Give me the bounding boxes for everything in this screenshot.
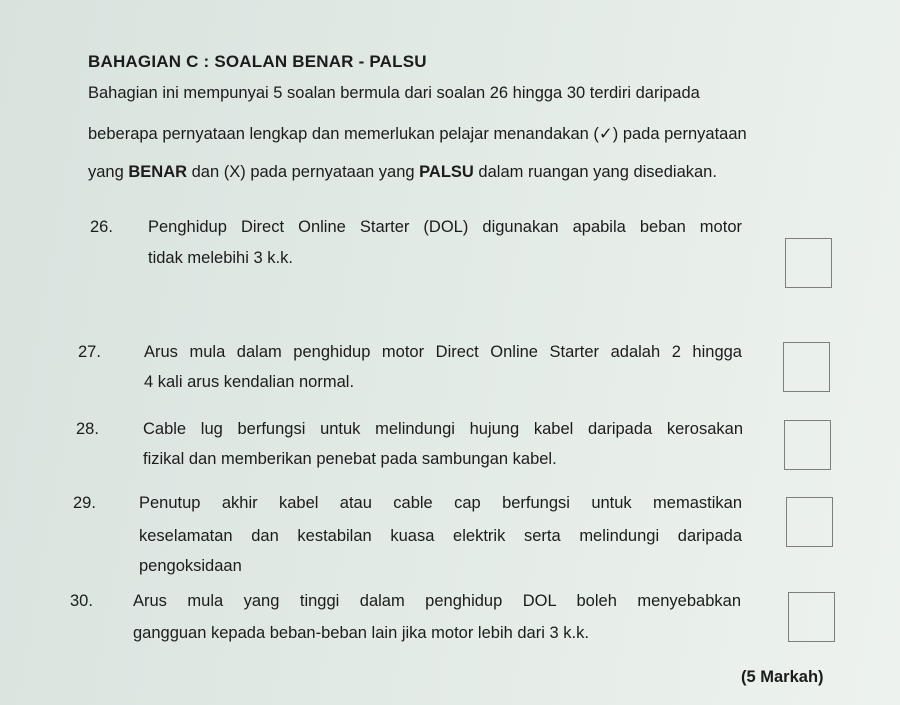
- answer-box-28[interactable]: [784, 420, 831, 470]
- question-number: 28.: [76, 420, 99, 438]
- question-text-line: Arus mula dalam penghidup motor Direct Online Starter adalah 2 hingga: [144, 343, 742, 361]
- question-text-line: fizikal dan memberikan penebat pada sambungan kabel.: [143, 450, 557, 468]
- question-number: 30.: [70, 592, 93, 610]
- instruction-text: yang: [88, 163, 129, 181]
- answer-box-30[interactable]: [788, 592, 835, 642]
- question-text-line: Cable lug berfungsi untuk melindungi hujung kabel daripada kerosakan: [143, 420, 743, 438]
- question-text-line: Arus mula yang tinggi dalam penghidup DOL boleh menyebabkan: [133, 592, 741, 610]
- question-text-line: tidak melebihi 3 k.k.: [148, 249, 293, 267]
- answer-box-29[interactable]: [786, 497, 833, 547]
- question-number: 26.: [90, 218, 113, 236]
- question-text-line: Penutup akhir kabel atau cable cap berfungsi untuk memastikan: [139, 494, 742, 512]
- instruction-text: dalam ruangan yang disediakan.: [473, 163, 717, 181]
- keyword-benar: BENAR: [128, 163, 188, 181]
- instruction-line-1: Bahagian ini mempunyai 5 soalan bermula dari soalan 26 hingga 30 terdiri daripada: [88, 84, 700, 102]
- question-number: 27.: [78, 343, 101, 361]
- answer-box-27[interactable]: [783, 342, 830, 392]
- question-text-line: Penghidup Direct Online Starter (DOL) digunakan apabila beban motor: [148, 218, 742, 236]
- section-title: BAHAGIAN C : SOALAN BENAR - PALSU: [88, 52, 427, 71]
- question-text-line: pengoksidaan: [139, 557, 242, 575]
- keyword-palsu: PALSU: [419, 163, 474, 181]
- question-text-line: keselamatan dan kestabilan kuasa elektrik serta melindungi daripada: [139, 527, 742, 545]
- total-marks: (5 Markah): [741, 668, 824, 686]
- question-text-line: gangguan kepada beban-beban lain jika motor lebih dari 3 k.k.: [133, 624, 589, 642]
- question-number: 29.: [73, 494, 96, 512]
- instruction-text: dan (X) pada pernyataan yang: [187, 163, 420, 181]
- instruction-line-3: [88, 163, 717, 182]
- question-text-line: 4 kali arus kendalian normal.: [144, 373, 355, 391]
- instruction-line-2: beberapa pernyataan lengkap dan memerlukan pelajar menandakan (✓) pada pernyataan: [88, 125, 747, 143]
- answer-box-26[interactable]: [785, 238, 832, 288]
